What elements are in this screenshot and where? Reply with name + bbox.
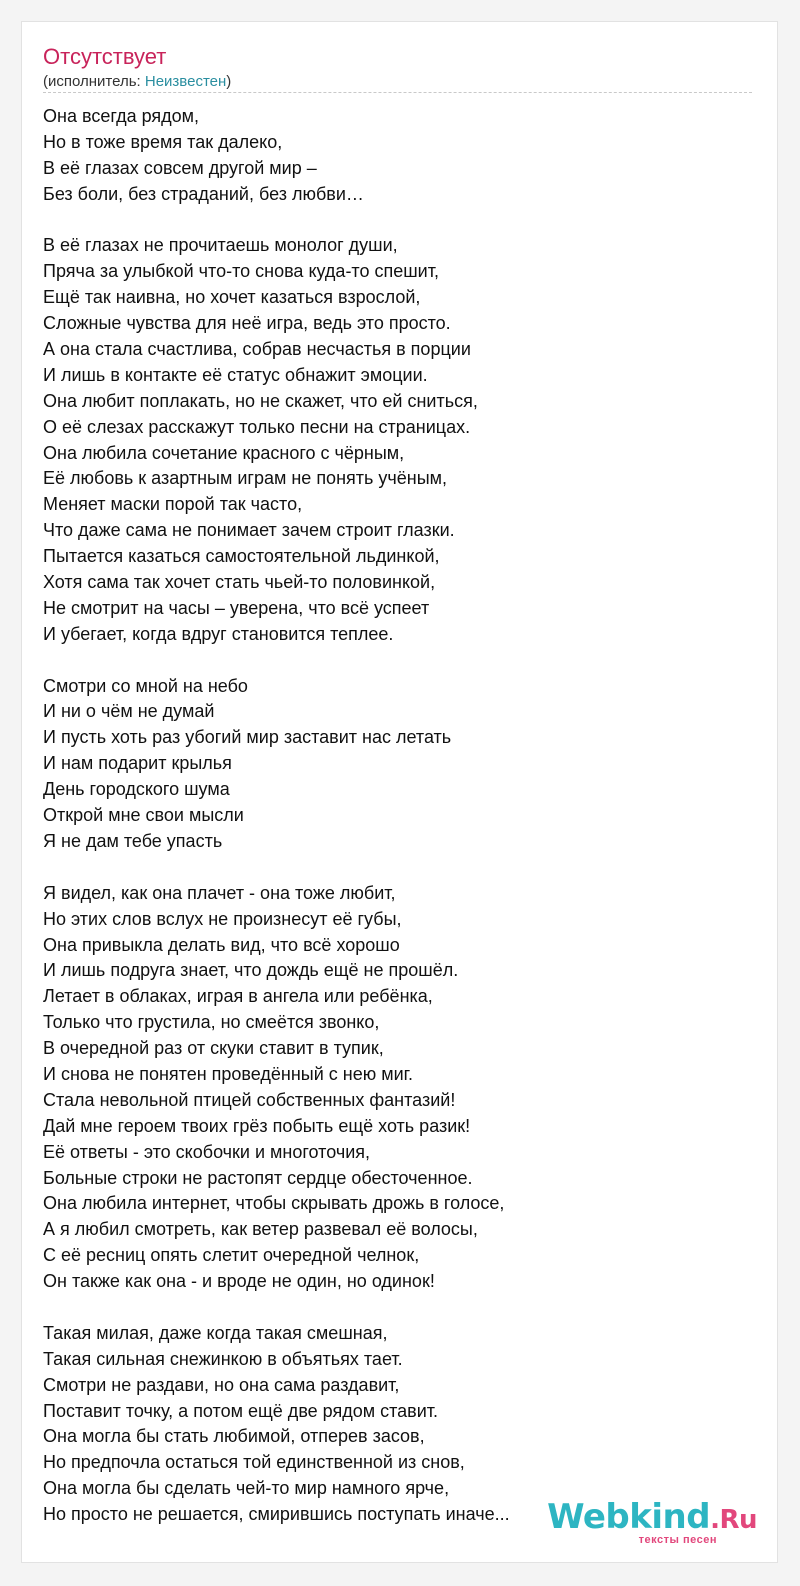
lyric-line: Только что грустила, но смеётся звонко, [43, 1012, 380, 1033]
header-divider [43, 92, 752, 93]
song-title: Отсутствует [43, 44, 167, 69]
lyric-line: Хотя сама так хочет стать чьей-то половинкой, [43, 572, 436, 593]
lyric-line: Она любила интернет, чтобы скрывать дрожь в голосе, [43, 1193, 505, 1214]
lyric-line: И лишь подруга знает, что дождь ещё не прошёл. [43, 960, 459, 981]
artist-link[interactable]: Неизвестен [144, 73, 227, 90]
lyric-line: Но в тоже время так далеко, [43, 131, 283, 152]
lyric-line: И снова не понятен проведённый с нею миг. [43, 1063, 414, 1084]
lyric-line: Она любит поплакать, но не скажет, что ей сниться, [43, 390, 478, 411]
lyric-line: Ещё так наивна, но хочет казаться взрослой, [43, 287, 421, 308]
lyric-line: В её глазах не прочитаешь монолог души, [43, 235, 398, 256]
artist-line [43, 73, 231, 90]
artist-prefix: (исполнитель: [43, 73, 145, 90]
lyric-line: Поставит точку, а потом ещё две рядом ставит. [43, 1400, 439, 1421]
stanza-break [43, 648, 510, 674]
lyric-line: Больные строки не растопят сердце обесточенное. [43, 1167, 473, 1188]
lyric-line: Дай мне героем твоих грёз побыть ещё хоть разик! [43, 1115, 471, 1136]
lyric-line: О её слезах расскажут только песни на страницах. [43, 416, 471, 437]
lyric-line: Но предпочла остаться той единственной из снов, [43, 1452, 465, 1473]
lyric-line: Стала невольной птицей собственных фантазий! [43, 1089, 456, 1110]
lyric-line: Не смотрит на часы – уверена, что всё успеет [43, 597, 430, 618]
lyric-line: Смотри со мной на небо [43, 675, 248, 696]
lyric-line: Но этих слов вслух не произнесут её губы, [43, 908, 402, 929]
lyric-line: С её ресниц опять слетит очередной челнок, [43, 1245, 420, 1266]
lyric-line: Её любовь к азартным играм не понять учёным, [43, 468, 448, 489]
lyric-line: Она любила сочетание красного с чёрным, [43, 442, 405, 463]
lyric-line: Я видел, как она плачет - она тоже любит, [43, 882, 396, 903]
logo-tld: .Ru [710, 1505, 757, 1535]
lyric-line: Меняет маски порой так часто, [43, 494, 303, 515]
logo-subtitle: тексты песен [638, 1534, 717, 1546]
lyric-line: Смотри не раздави, но она сама раздавит, [43, 1374, 400, 1395]
lyric-line: И пусть хоть раз убогий мир заставит нас летать [43, 727, 452, 748]
lyric-line: Летает в облаках, играя в ангела или ребёнка, [43, 986, 433, 1007]
lyric-line: И убегает, когда вдруг становится теплее. [43, 623, 394, 644]
lyric-line: Она могла бы стать любимой, отперев засов, [43, 1426, 425, 1447]
lyric-line: Без боли, без страданий, без любви… [43, 183, 364, 204]
lyric-line: И ни о чём не думай [43, 701, 215, 722]
lyric-line: А я любил смотреть, как ветер развевал её волосы, [43, 1219, 478, 1240]
lyric-line: Пытается казаться самостоятельной льдинкой, [43, 546, 440, 567]
lyric-line: И лишь в контакте её статус обнажит эмоции. [43, 364, 428, 385]
logo-wordmark [547, 1499, 757, 1538]
lyric-line: Она всегда рядом, [43, 106, 200, 126]
lyric-line: Он также как она - и вроде не один, но одинок! [43, 1271, 435, 1292]
lyric-line: Её ответы - это скобочки и многоточия, [43, 1141, 370, 1162]
lyric-line: Сложные чувства для неё игра, ведь это просто. [43, 313, 451, 334]
stanza-break [43, 855, 510, 881]
lyric-line: Такая сильная снежинкою в объятьях тает. [43, 1348, 403, 1369]
lyrics-text [43, 104, 510, 1528]
artist-suffix: ) [226, 73, 232, 90]
lyric-line: День городского шума [43, 779, 230, 800]
lyric-line: Пряча за улыбкой что-то снова куда-то спешит, [43, 261, 439, 282]
lyric-line: Она могла бы сделать чей-то мир намного ярче, [43, 1478, 450, 1499]
lyric-line: Такая милая, даже когда такая смешная, [43, 1322, 388, 1343]
webkind-logo[interactable] [547, 1499, 757, 1546]
lyrics-card [21, 21, 778, 1563]
lyric-line: Что даже сама не понимает зачем строит глазки. [43, 520, 455, 541]
lyric-line: Я не дам тебе упасть [43, 830, 223, 851]
lyric-line: Но просто не решается, смирившись поступать иначе... [43, 1504, 510, 1525]
lyric-line: Открой мне свои мысли [43, 805, 244, 826]
lyric-line: В её глазах совсем другой мир – [43, 157, 317, 178]
lyric-line: А она стала счастлива, собрав несчастья в порции [43, 339, 471, 360]
stanza-break [43, 208, 510, 234]
lyric-line: В очередной раз от скуки ставит в тупик, [43, 1038, 384, 1059]
logo-main-text: Webkind [547, 1497, 711, 1537]
stanza-break [43, 1295, 510, 1321]
lyric-line: Она привыкла делать вид, что всё хорошо [43, 934, 400, 955]
lyric-line: И нам подарит крылья [43, 753, 232, 774]
